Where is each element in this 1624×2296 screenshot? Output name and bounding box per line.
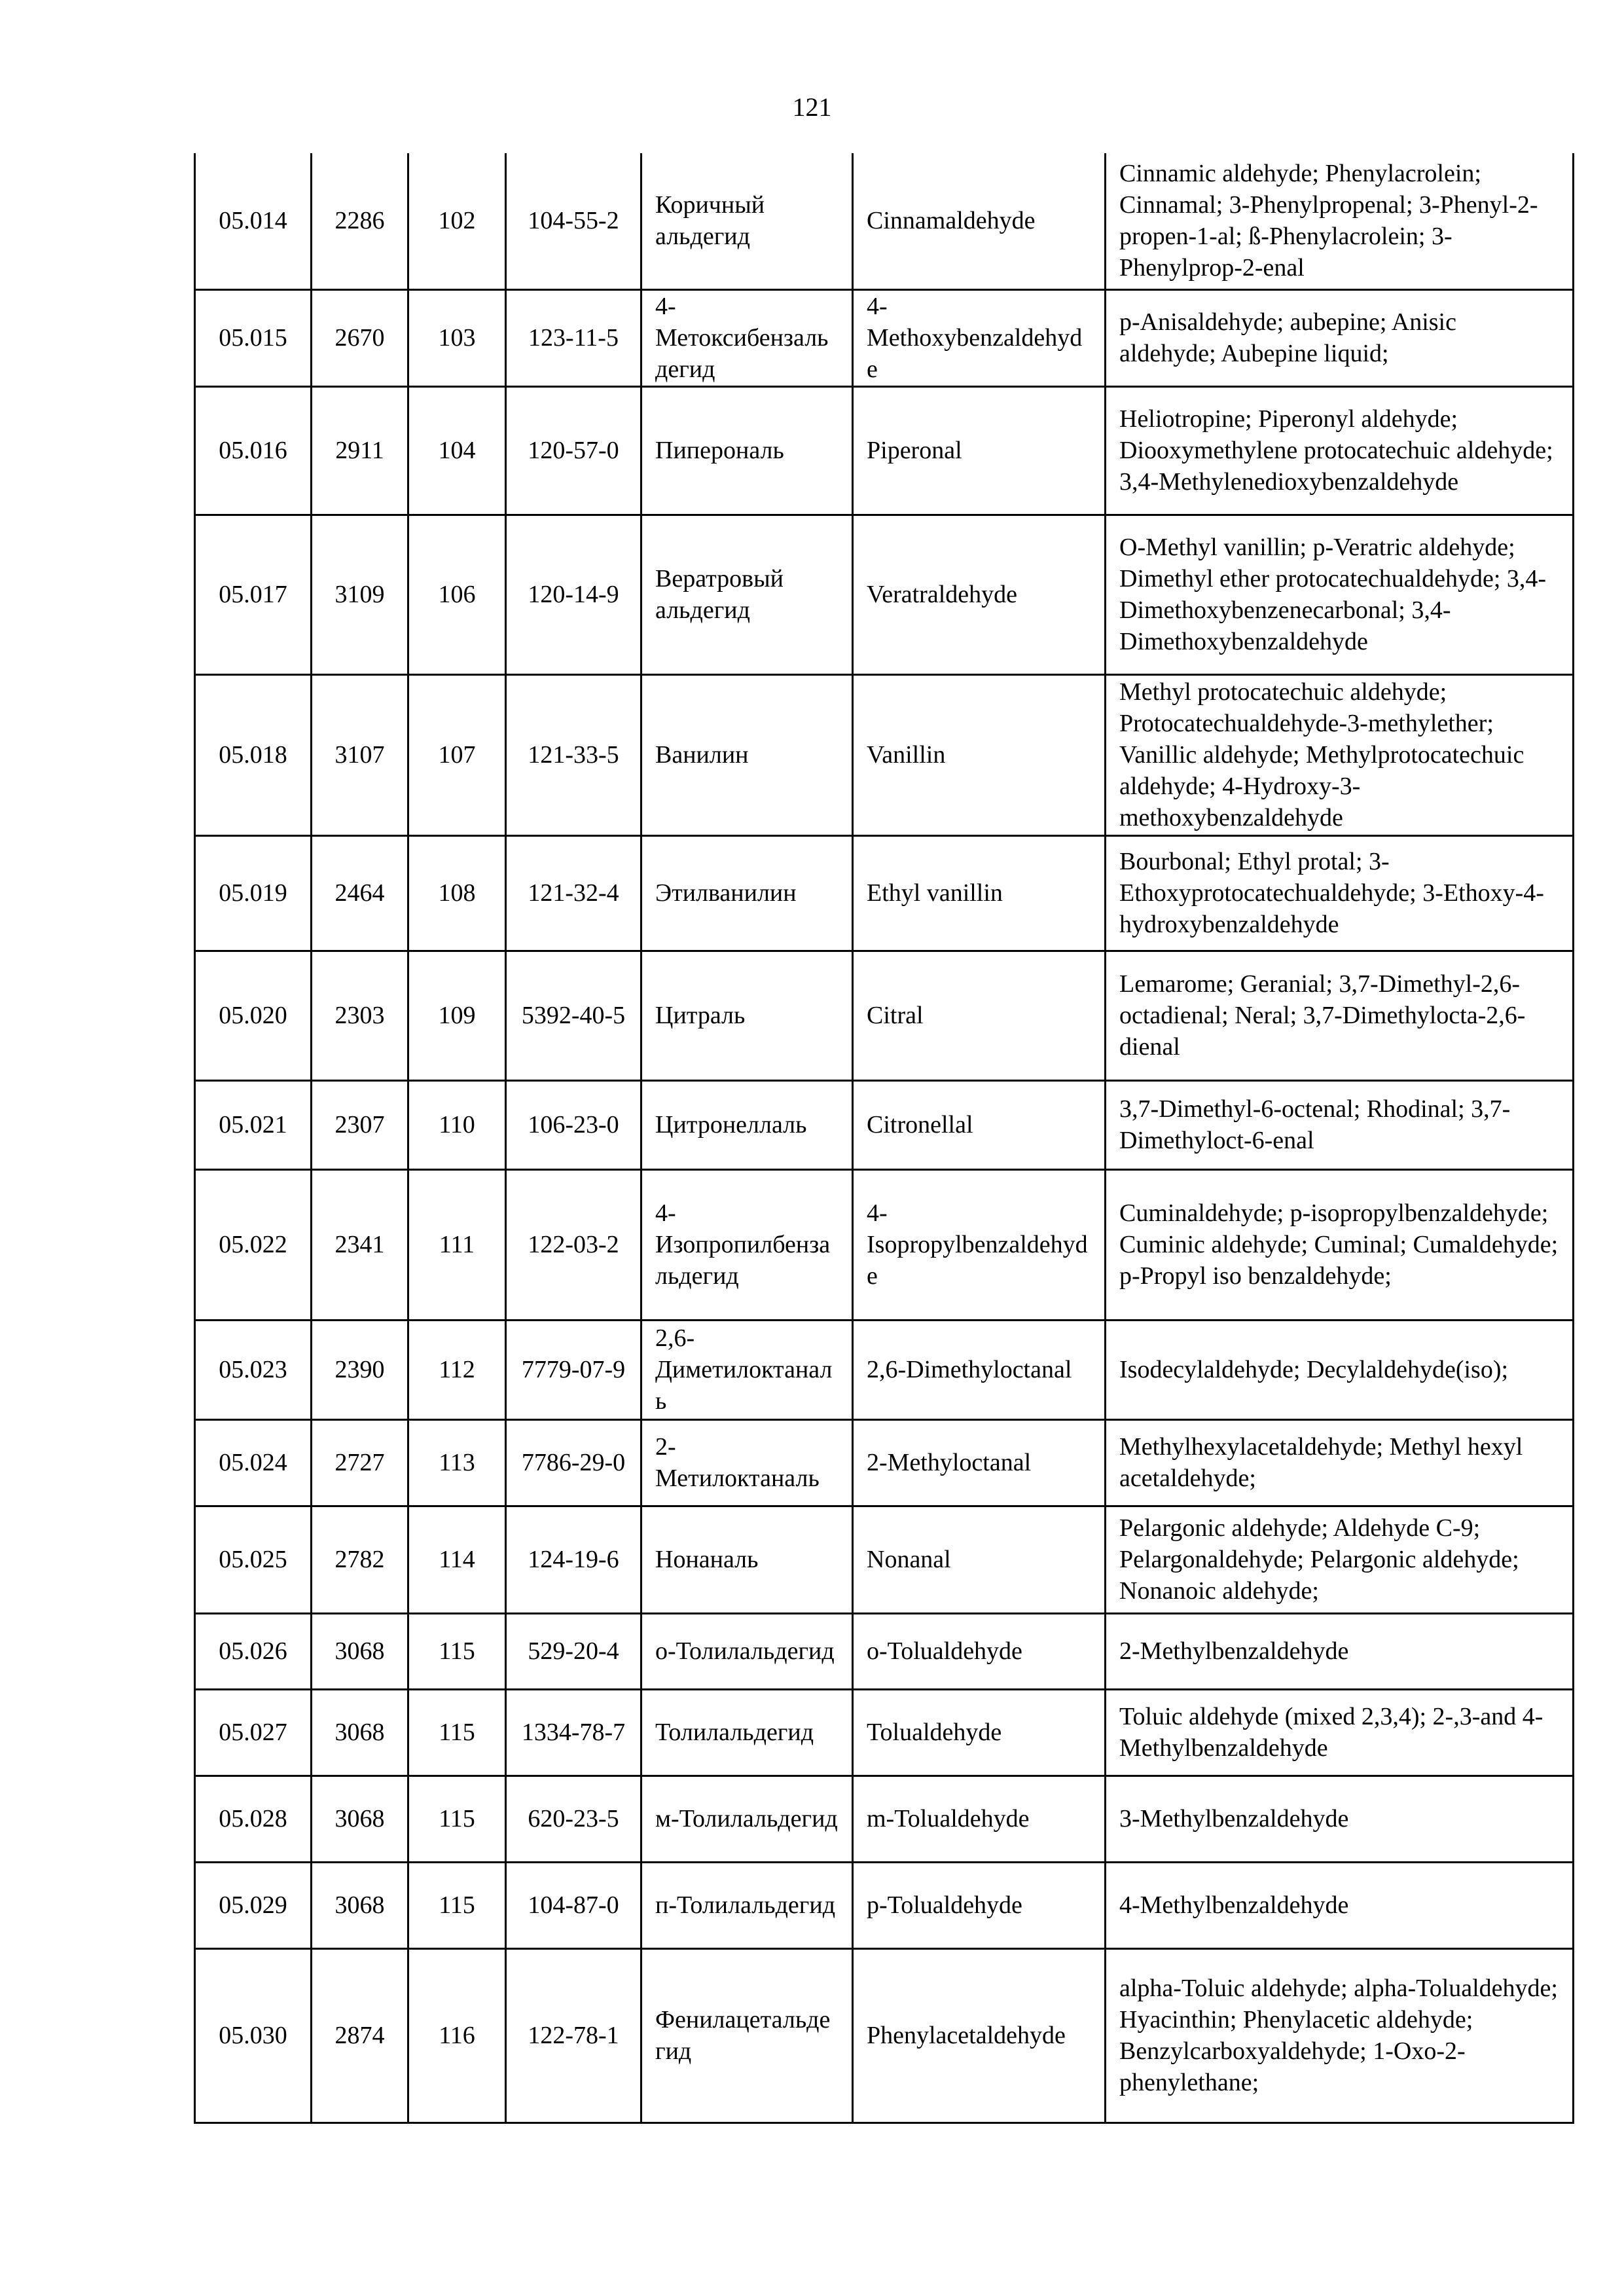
cell-number: 05.018 (195, 674, 312, 835)
cell-cas-number: 122-78-1 (506, 1948, 641, 2123)
cell-synonyms: 4-Methylbenzaldehyde (1106, 1862, 1574, 1948)
table-row (195, 289, 1574, 386)
cell-cas-number: 106-23-0 (506, 1080, 641, 1169)
cell-coe-number: 112 (408, 1320, 506, 1419)
cell-synonyms: Heliotropine; Piperonyl aldehyde; Diooxymethylene protocatechuic aldehyde; 3,4-Methylenedioxybenzaldehyde (1106, 386, 1574, 515)
table-row (195, 386, 1574, 515)
cell-number: 05.029 (195, 1862, 312, 1948)
cell-name-russian: Ванилин (641, 674, 853, 835)
cell-coe-number: 104 (408, 386, 506, 515)
cell-name-english: m-Tolualdehyde (853, 1776, 1106, 1862)
cell-synonyms: Cuminaldehyde; p-isopropylbenzaldehyde; Cuminic aldehyde; Cuminal; Cumaldehyde; p-Propyl iso benzaldehyde; (1106, 1169, 1574, 1320)
cell-cas-number: 124-19-6 (506, 1506, 641, 1613)
cell-number: 05.019 (195, 835, 312, 951)
cell-cas-number: 123-11-5 (506, 289, 641, 386)
cell-synonyms: Cinnamic aldehyde; Phenylacrolein; Cinnamal; 3-Phenylpropenal; 3-Phenyl-2-propen-1-al; ß-Phenylacrolein; 3-Phenylprop-2-enal (1106, 153, 1574, 289)
cell-coe-number: 103 (408, 289, 506, 386)
cell-coe-number: 115 (408, 1613, 506, 1689)
cell-fema-number: 3107 (312, 674, 408, 835)
cell-number: 05.020 (195, 951, 312, 1080)
cell-cas-number: 7779-07-9 (506, 1320, 641, 1419)
table-row (195, 674, 1574, 835)
cell-name-russian: Этилванилин (641, 835, 853, 951)
cell-cas-number: 5392-40-5 (506, 951, 641, 1080)
table-row (195, 1948, 1574, 2123)
cell-coe-number: 107 (408, 674, 506, 835)
cell-number: 05.030 (195, 1948, 312, 2123)
cell-name-russian: м-Толилальдегид (641, 1776, 853, 1862)
cell-name-russian: Цитронеллаль (641, 1080, 853, 1169)
cell-name-russian: 4-Метоксибензальдегид (641, 289, 853, 386)
cell-fema-number: 3068 (312, 1776, 408, 1862)
cell-fema-number: 2286 (312, 153, 408, 289)
cell-cas-number: 120-14-9 (506, 515, 641, 674)
cell-name-russian: Цитраль (641, 951, 853, 1080)
cell-coe-number: 111 (408, 1169, 506, 1320)
cell-name-russian: п-Толилальдегид (641, 1862, 853, 1948)
table-row (195, 1689, 1574, 1776)
cell-fema-number: 2727 (312, 1419, 408, 1506)
cell-number: 05.025 (195, 1506, 312, 1613)
cell-name-english: 2-Methyloctanal (853, 1419, 1106, 1506)
cell-cas-number: 620-23-5 (506, 1776, 641, 1862)
cell-synonyms: alpha-Toluic aldehyde; alpha-Tolualdehyde; Hyacinthin; Phenylacetic aldehyde; Benzylcarboxyaldehyde; 1-Oxo-2-phenylethane; (1106, 1948, 1574, 2123)
cell-fema-number: 2782 (312, 1506, 408, 1613)
cell-name-russian: о-Толилальдегид (641, 1613, 853, 1689)
cell-name-english: Veratraldehyde (853, 515, 1106, 674)
cell-coe-number: 109 (408, 951, 506, 1080)
cell-synonyms: Methyl protocatechuic aldehyde; Protocatechualdehyde-3-methylether; Vanillic aldehyde; Methylprotocatechuic aldehyde; 4-Hydroxy-3-methoxybenzaldehyde (1106, 674, 1574, 835)
table-row (195, 951, 1574, 1080)
cell-coe-number: 108 (408, 835, 506, 951)
cell-coe-number: 110 (408, 1080, 506, 1169)
table-row (195, 1320, 1574, 1419)
table-row (195, 1862, 1574, 1948)
table-row (195, 1169, 1574, 1320)
cell-fema-number: 2670 (312, 289, 408, 386)
cell-coe-number: 114 (408, 1506, 506, 1613)
table-row (195, 1080, 1574, 1169)
cell-number: 05.022 (195, 1169, 312, 1320)
cell-fema-number: 2911 (312, 386, 408, 515)
cell-name-english: Ethyl vanillin (853, 835, 1106, 951)
cell-number: 05.026 (195, 1613, 312, 1689)
cell-coe-number: 115 (408, 1776, 506, 1862)
cell-synonyms: O-Methyl vanillin; p-Veratric aldehyde; Dimethyl ether protocatechualdehyde; 3,4-Dimethoxybenzenecarbonal; 3,4-Dimethoxybenzaldehyde (1106, 515, 1574, 674)
cell-coe-number: 116 (408, 1948, 506, 2123)
cell-cas-number: 104-87-0 (506, 1862, 641, 1948)
cell-coe-number: 115 (408, 1862, 506, 1948)
cell-fema-number: 2341 (312, 1169, 408, 1320)
table-row (195, 515, 1574, 674)
cell-synonyms: Pelargonic aldehyde; Aldehyde C-9; Pelargonaldehyde; Pelargonic aldehyde; Nonanoic aldehyde; (1106, 1506, 1574, 1613)
cell-fema-number: 3068 (312, 1613, 408, 1689)
cell-number: 05.027 (195, 1689, 312, 1776)
cell-name-russian: Вератровый альдегид (641, 515, 853, 674)
cell-number: 05.016 (195, 386, 312, 515)
table-row (195, 1506, 1574, 1613)
cell-fema-number: 2307 (312, 1080, 408, 1169)
cell-name-russian: Коричный альдегид (641, 153, 853, 289)
cell-number: 05.015 (195, 289, 312, 386)
cell-name-english: 4-Methoxybenzaldehyde (853, 289, 1106, 386)
cell-name-russian: Нонаналь (641, 1506, 853, 1613)
cell-name-english: Phenylacetaldehyde (853, 1948, 1106, 2123)
cell-cas-number: 1334-78-7 (506, 1689, 641, 1776)
cell-synonyms: Bourbonal; Ethyl protal; 3-Ethoxyprotocatechualdehyde; 3-Ethoxy-4-hydroxybenzaldehyde (1106, 835, 1574, 951)
cell-name-russian: Толилальдегид (641, 1689, 853, 1776)
cell-name-russian: Фенилацетальдегид (641, 1948, 853, 2123)
cell-name-english: Citral (853, 951, 1106, 1080)
flavoring-substances-table (194, 153, 1574, 2124)
cell-name-english: 4-Isopropylbenzaldehyde (853, 1169, 1106, 1320)
cell-number: 05.023 (195, 1320, 312, 1419)
cell-cas-number: 121-33-5 (506, 674, 641, 835)
cell-name-english: Citronellal (853, 1080, 1106, 1169)
cell-coe-number: 106 (408, 515, 506, 674)
table-row (195, 153, 1574, 289)
table-row (195, 1613, 1574, 1689)
cell-coe-number: 113 (408, 1419, 506, 1506)
table-row (195, 1776, 1574, 1862)
cell-fema-number: 2874 (312, 1948, 408, 2123)
cell-name-russian: 2,6-Диметилоктаналь (641, 1320, 853, 1419)
cell-cas-number: 121-32-4 (506, 835, 641, 951)
cell-synonyms: Methylhexylacetaldehyde; Methyl hexyl acetaldehyde; (1106, 1419, 1574, 1506)
table-row (195, 1419, 1574, 1506)
cell-cas-number: 120-57-0 (506, 386, 641, 515)
page-number: 121 (792, 92, 832, 122)
cell-synonyms: Lemarome; Geranial; 3,7-Dimethyl-2,6-octadienal; Neral; 3,7-Dimethylocta-2,6-dienal (1106, 951, 1574, 1080)
cell-coe-number: 115 (408, 1689, 506, 1776)
cell-name-english: Piperonal (853, 386, 1106, 515)
cell-fema-number: 3068 (312, 1689, 408, 1776)
cell-synonyms: 3,7-Dimethyl-6-octenal; Rhodinal; 3,7-Dimethyloct-6-enal (1106, 1080, 1574, 1169)
cell-fema-number: 2303 (312, 951, 408, 1080)
cell-name-russian: Пиперональ (641, 386, 853, 515)
cell-synonyms: Isodecylaldehyde; Decylaldehyde(iso); (1106, 1320, 1574, 1419)
cell-fema-number: 2390 (312, 1320, 408, 1419)
cell-synonyms: Toluic aldehyde (mixed 2,3,4); 2-,3-and 4-Methylbenzaldehyde (1106, 1689, 1574, 1776)
cell-number: 05.024 (195, 1419, 312, 1506)
cell-number: 05.021 (195, 1080, 312, 1169)
cell-name-russian: 4-Изопропилбензальдегид (641, 1169, 853, 1320)
cell-cas-number: 122-03-2 (506, 1169, 641, 1320)
cell-name-english: Tolualdehyde (853, 1689, 1106, 1776)
cell-fema-number: 3068 (312, 1862, 408, 1948)
cell-number: 05.014 (195, 153, 312, 289)
cell-name-english: Nonanal (853, 1506, 1106, 1613)
cell-synonyms: 2-Methylbenzaldehyde (1106, 1613, 1574, 1689)
cell-cas-number: 7786-29-0 (506, 1419, 641, 1506)
cell-name-english: p-Tolualdehyde (853, 1862, 1106, 1948)
cell-number: 05.017 (195, 515, 312, 674)
cell-synonyms: 3-Methylbenzaldehyde (1106, 1776, 1574, 1862)
cell-fema-number: 2464 (312, 835, 408, 951)
cell-name-english: Cinnamaldehyde (853, 153, 1106, 289)
cell-name-english: 2,6-Dimethyloctanal (853, 1320, 1106, 1419)
cell-coe-number: 102 (408, 153, 506, 289)
cell-name-english: Vanillin (853, 674, 1106, 835)
cell-cas-number: 104-55-2 (506, 153, 641, 289)
cell-number: 05.028 (195, 1776, 312, 1862)
cell-name-english: o-Tolualdehyde (853, 1613, 1106, 1689)
cell-synonyms: p-Anisaldehyde; aubepine; Anisic aldehyde; Aubepine liquid; (1106, 289, 1574, 386)
cell-cas-number: 529-20-4 (506, 1613, 641, 1689)
cell-fema-number: 3109 (312, 515, 408, 674)
cell-name-russian: 2-Метилоктаналь (641, 1419, 853, 1506)
table-row (195, 835, 1574, 951)
